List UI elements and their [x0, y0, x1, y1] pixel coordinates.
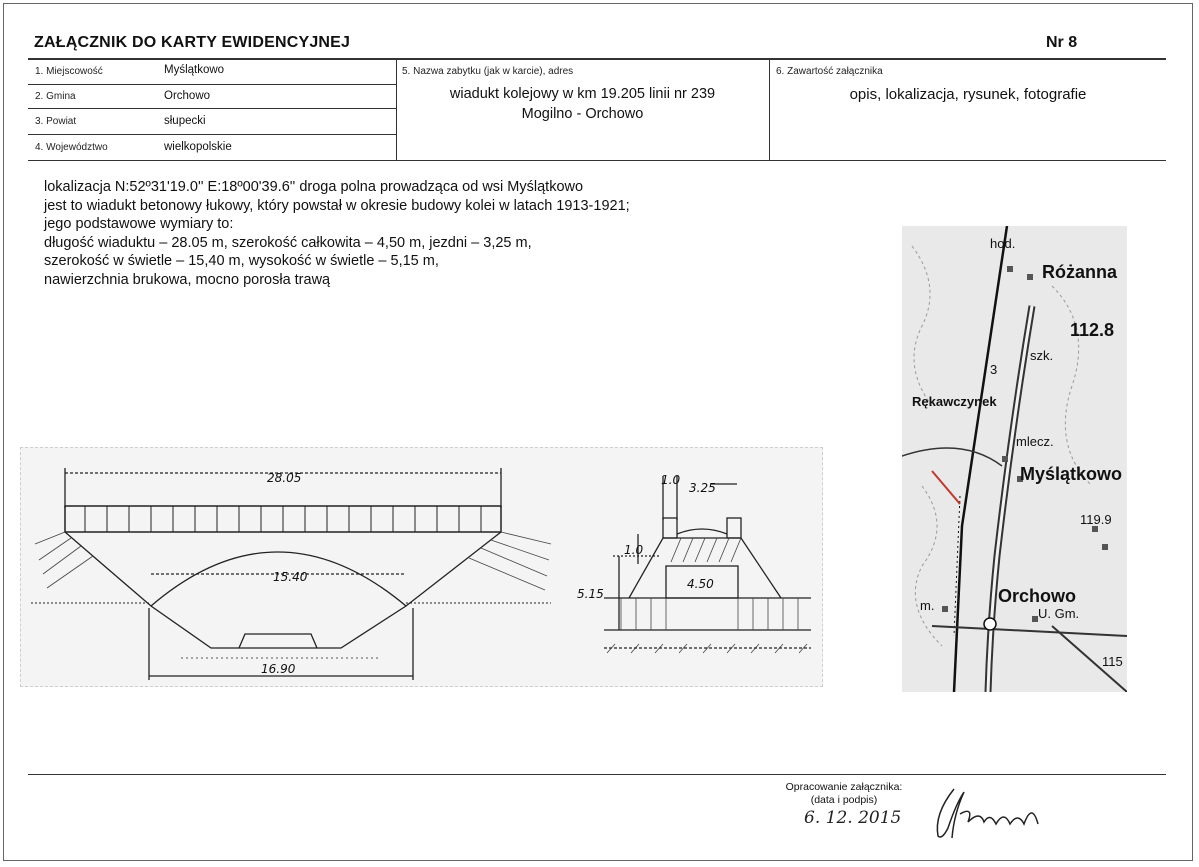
location-map [902, 226, 1127, 692]
description-line: lokalizacja N:52º31'19.0'' E:18º00'39.6'' droga polna prowadząca od wsi Myślątkowo [44, 179, 584, 195]
viaduct-drawing-svg [21, 448, 824, 688]
map-label-elev1: 112.8 [1070, 320, 1115, 340]
field-value-powiat: słupecki [164, 115, 206, 127]
table-bottom-rule [28, 160, 1166, 161]
document-title: ZAŁĄCZNIK DO KARTY EWIDENCYJNEJ [34, 34, 351, 51]
row-divider [28, 84, 396, 85]
field-value-zawartosc: opis, lokalizacja, rysunek, fotografie [849, 86, 1087, 103]
section-dim-4: 4.50 [687, 577, 714, 591]
footer-label-line2: (data i podpis) [810, 794, 878, 806]
map-label-mlecz: mlecz. [1016, 434, 1054, 449]
field-label-zawartosc: 6. Zawartość załącznika [776, 66, 883, 77]
viaduct-technical-drawing [20, 447, 823, 687]
footer-label [780, 781, 908, 807]
handwritten-signature [924, 784, 1049, 849]
footer-label-line1: Opracowanie załącznika: [785, 781, 903, 793]
header-rule [28, 58, 1166, 60]
map-label-hod: hod. [990, 236, 1016, 251]
description-block [44, 178, 630, 289]
dimension-span: 15.40 [273, 570, 308, 584]
description-line: długość wiaduktu – 28.05 m, szerokość całkowita – 4,50 m, jezdni – 3,25 m, [44, 234, 532, 251]
signature-date: 6. 12. 2015 [804, 808, 902, 828]
document-number: Nr 8 [1046, 34, 1078, 51]
map-label-orchowo: Orchowo [998, 586, 1077, 606]
map-label-three: 3 [990, 362, 998, 377]
description-line: jest to wiadukt betonowy łukowy, który powstał w okresie budowy kolei w latach 1913-1921; [44, 197, 630, 214]
row-divider [28, 108, 396, 109]
dimension-bottom: 16.90 [261, 662, 296, 676]
column-divider [769, 59, 770, 160]
footer-rule [28, 774, 1166, 775]
section-dim-2: 3.25 [689, 481, 716, 495]
field-label-wojewodztwo: 4. Województwo [35, 142, 108, 153]
field-value-gmina: Orchowo [164, 90, 211, 102]
section-dim-1: 1.0 [661, 473, 681, 487]
description-line: szerokość w świetle – 15,40 m, wysokość w świetle – 5,15 m, [44, 253, 439, 269]
section-dim-5: 5.15 [577, 587, 604, 601]
map-label-elev3: 115 [1102, 654, 1123, 669]
field-value-wojewodztwo: wielkopolskie [164, 141, 232, 153]
cross-section-view [604, 476, 811, 653]
section-dim-3: 1.0 [624, 543, 644, 557]
description-line: jego podstawowe wymiary to: [44, 216, 234, 232]
field-value-nazwa-line2: Mogilno - Orchowo [521, 106, 644, 122]
field-label-gmina: 2. Gmina [35, 91, 76, 102]
field-value-miejscowosc: Myślątkowo [164, 64, 225, 76]
row-divider [28, 134, 396, 135]
field-value-nazwa-line1: wiadukt kolejowy w km 19.205 linii nr 239 [449, 86, 716, 102]
map-label-rozanna: Różanna [1042, 262, 1118, 282]
map-label-m: m. [920, 598, 935, 613]
map-svg [902, 226, 1127, 692]
field-label-powiat: 3. Powiat [35, 116, 77, 127]
field-label-miejscowosc: 1. Miejscowość [35, 66, 103, 77]
field-label-nazwa: 5. Nazwa zabytku (jak w karcie), adres [402, 66, 574, 77]
map-label-myslatkowo: Myślątkowo [1020, 464, 1123, 484]
dimension-length: 28.05 [267, 471, 302, 485]
map-label-ugm: U. Gm. [1038, 606, 1080, 621]
map-label-rekawczynek: Rękawczynek [912, 394, 997, 409]
map-label-elev2: 119.9 [1080, 512, 1112, 527]
map-label-szk: szk. [1030, 348, 1054, 363]
description-line: nawierzchnia brukowa, mocno porosła trawą [44, 271, 331, 288]
